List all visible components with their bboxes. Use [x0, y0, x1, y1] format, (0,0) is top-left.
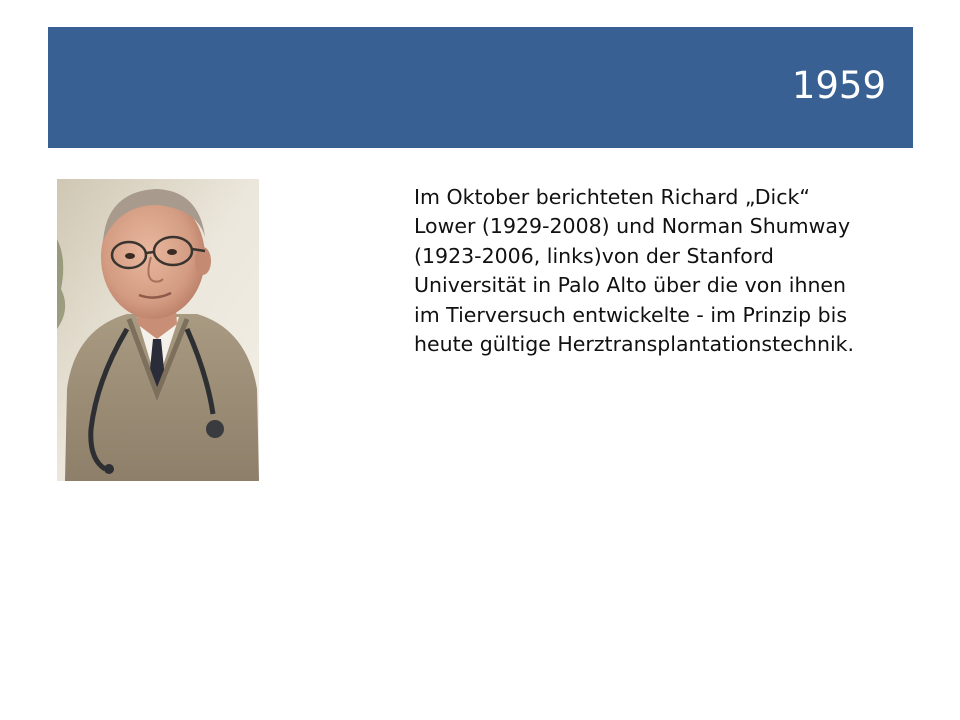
slide-title: 1959 — [791, 64, 886, 107]
body-line: Lower (1929-2008) und Norman Shumway — [414, 214, 851, 239]
body-line: im Tierversuch entwickelte - im Prinzip bis — [414, 302, 848, 327]
body-line: Im Oktober berichteten Richard „Dick“ — [414, 185, 811, 209]
portrait-photo — [57, 179, 259, 481]
body-line: (1923-2006, links)von der Stanford — [414, 243, 774, 268]
body-line: heute gültige Herztransplantationstechnik. — [414, 332, 855, 357]
title-bar — [48, 27, 913, 148]
body-paragraph — [414, 183, 914, 359]
body-line: Universität in Palo Alto über die von ihnen — [414, 273, 847, 298]
portrait-illustration — [57, 179, 259, 481]
